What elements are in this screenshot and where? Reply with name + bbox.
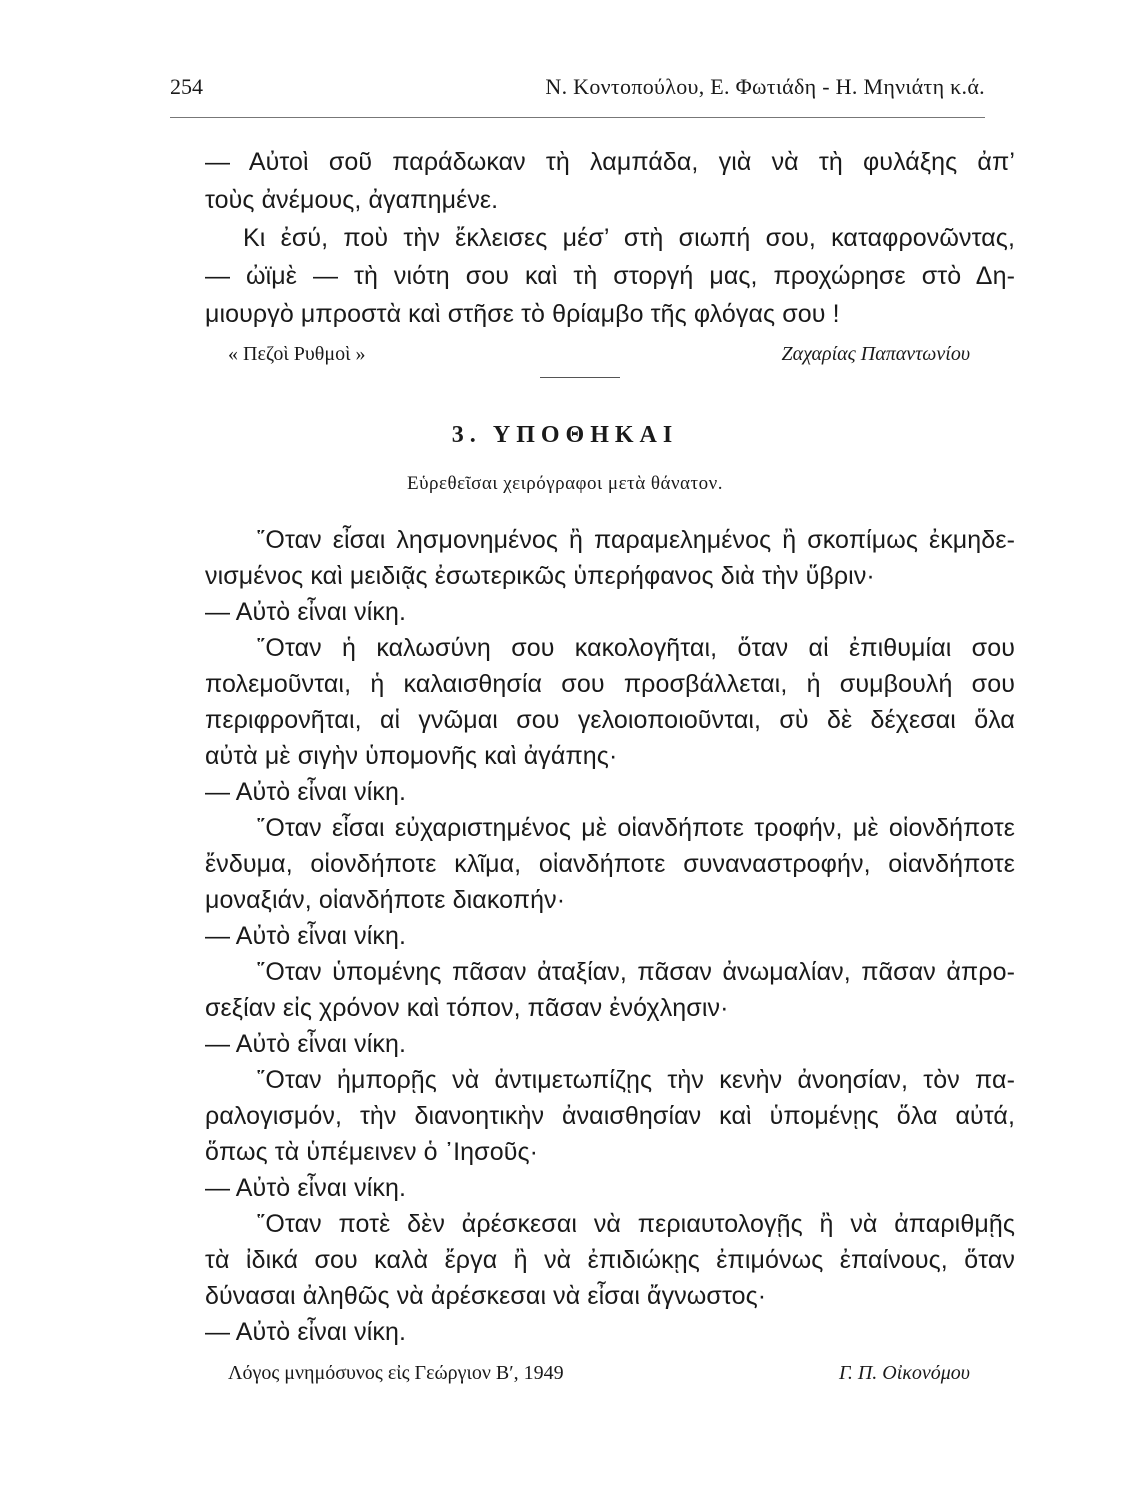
body-line: σεξίαν εἰς χρόνον καὶ τόπον, πᾶσαν ἐνόχλησιν· [205, 994, 729, 1022]
refrain-line: — Αὐτὸ εἶναι νίκη. [205, 1318, 406, 1346]
prose-author: Ζαχαρίας Παπαντωνίου [781, 343, 970, 365]
running-header [170, 74, 985, 104]
section-author: Γ. Π. Οἰκονόμου [839, 1362, 970, 1384]
body-line: τὰ ἰδικά σου καλὰ ἔργα ἢ νὰ ἐπιδιώκῃς ἐπιμόνως ἐπαίνους, ὅταν [205, 1246, 1015, 1274]
body-line: δύνασαι ἀληθῶς νὰ ἀρέσκεσαι νὰ εἶσαι ἄγνωστος· [205, 1282, 767, 1310]
refrain-line: — Αὐτὸ εἶναι νίκη. [205, 598, 406, 626]
refrain-line: — Αὐτὸ εἶναι νίκη. [205, 922, 406, 950]
body-line: ῞Οταν εἶσαι λησμονημένος ἢ παραμελημένος ἢ σκοπίμως ἐκμηδε- [257, 526, 1015, 554]
section-title: 3. ΥΠΟΘΗΚΑΙ [451, 422, 679, 448]
body-line: ῞Οταν ἡ καλωσύνη σου κακολογῆται, ὅταν αἱ ἐπιθυμίαι σου [257, 634, 1015, 662]
refrain-line: — Αὐτὸ εἶναι νίκη. [205, 1174, 406, 1202]
body-line: ὅπως τὰ ὑπέμεινεν ὁ ᾿Ιησοῦς· [205, 1138, 539, 1166]
body-line: περιφρονῆται, αἱ γνῶμαι σου γελοιοποιοῦνται, σὺ δὲ δέχεσαι ὅλα [205, 706, 1015, 734]
refrain-line: — Αὐτὸ εἶναι νίκη. [205, 778, 406, 806]
prose-line: — Αὐτοὶ σοῦ παράδωκαν τὴ λαμπάδα, γιὰ νὰ τὴ φυλάξης ἀπ’ [205, 148, 1015, 176]
prose-line: — ὠϊμὲ — τὴ νιότη σου καὶ τὴ στοργή μας, προχώρησε στὸ Δη- [205, 262, 1015, 290]
prose-source: « Πεζοὶ Ρυθμοὶ » [228, 343, 366, 365]
refrain-line: — Αὐτὸ εἶναι νίκη. [205, 1030, 406, 1058]
header-rule [170, 117, 985, 118]
prose-line: τοὺς ἀνέμους, ἀγαπημένε. [205, 186, 499, 214]
body-line: ραλογισμόν, τὴν διανοητικὴν ἀναισθησίαν καὶ ὑπομένῃς ὅλα αὐτά, [205, 1102, 1015, 1130]
section-separator [540, 377, 620, 378]
body-line: ῞Οταν ποτὲ δὲν ἀρέσκεσαι νὰ περιαυτολογῇς ἢ νὰ ἀπαριθμῇς [257, 1210, 1015, 1238]
body-line: ῞Οταν ἠμπορῇς νὰ ἀντιμετωπίζῃς τὴν κενὴν ἀνοησίαν, τὸν πα- [257, 1066, 1015, 1094]
body-line: ῞Οταν ὑπομένης πᾶσαν ἀταξίαν, πᾶσαν ἀνωμαλίαν, πᾶσαν ἀπρο- [257, 958, 1015, 986]
prose-line: μιουργὸ μπροστὰ καὶ στῆσε τὸ θρίαμβο τῆς φλόγας σου ! [205, 300, 840, 328]
body-line: μοναξιάν, οἱανδήποτε διακοπήν· [205, 886, 566, 914]
body-line: ῞Οταν εἶσαι εὐχαριστημένος μὲ οἱανδήποτε τροφήν, μὲ οἱονδήποτε [257, 814, 1015, 842]
body-line: πολεμοῦνται, ἡ καλαισθησία σου προσβάλλεται, ἡ συμβουλή σου [205, 670, 1015, 698]
body-line: νισμένος καὶ μειδιᾷς ἐσωτερικῶς ὑπερήφανος διὰ τὴν ὕβριν· [205, 562, 875, 590]
page-number: 254 [170, 74, 203, 99]
running-header-authors: Ν. Κοντοπούλου, Ε. Φωτιάδη - Η. Μηνιάτη κ.ά. [545, 74, 985, 99]
body-line: αὐτὰ μὲ σιγὴν ὑπομονῆς καὶ ἀγάπης· [205, 742, 618, 770]
prose-line: Κι ἐσύ, ποὺ τὴν ἔκλεισες μέσ’ στὴ σιωπή σου, καταφρονῶντας, [243, 224, 1015, 252]
body-line: ἔνδυμα, οἱονδήποτε κλῖμα, οἱανδήποτε συναναστροφήν, οἱανδήποτε [205, 850, 1015, 878]
section-subtitle: Εὑρεθεῖσαι χειρόγραφοι μετὰ θάνατον. [407, 473, 723, 494]
section-source: Λόγος μνημόσυνος εἰς Γεώργιον Β′, 1949 [228, 1362, 564, 1384]
